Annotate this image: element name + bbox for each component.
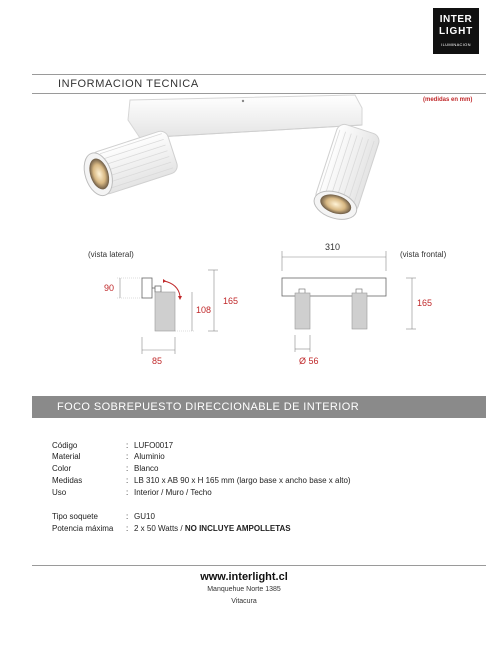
spec-value-text: 2 x 50 Watts /	[134, 524, 185, 533]
spec-value: GU10	[134, 512, 155, 521]
frontal-view-label: (vista frontal)	[400, 250, 447, 259]
footer-city: Vitacura	[231, 598, 257, 605]
lateral-view-label: (vista lateral)	[88, 250, 134, 259]
spec-value: Aluminio	[134, 452, 165, 461]
dim-frontal-width: 310	[325, 242, 341, 252]
product-title: FOCO SOBREPUESTO DIRECCIONABLE DE INTERIOR	[57, 401, 360, 413]
section-title: INFORMACION TECNICA	[58, 78, 199, 90]
brand-logo-line1: INTER	[439, 14, 473, 25]
product-title-banner	[32, 396, 486, 418]
spec-value	[134, 524, 291, 534]
brand-logo-line2: LIGHT	[439, 26, 473, 37]
spec-colon: :	[126, 488, 129, 497]
spec-colon: :	[126, 464, 129, 473]
dim-lateral-total-height: 165	[223, 296, 239, 306]
spec-value: LUFO0017	[134, 441, 174, 450]
spec-label: Tipo soquete	[52, 512, 98, 521]
spec-label: Código	[52, 441, 78, 450]
website-link[interactable]: www.interlight.cl	[200, 571, 288, 583]
spec-colon: :	[126, 512, 129, 521]
brand-logo	[433, 8, 479, 54]
dim-lateral-depth: 85	[152, 356, 163, 366]
units-note: (medidas en mm)	[423, 97, 473, 103]
footer-address: Manquehue Norte 1385	[207, 586, 281, 593]
spec-colon: :	[126, 524, 129, 533]
spec-label: Medidas	[52, 476, 83, 485]
spec-value: Blanco	[134, 464, 159, 473]
brand-logo-line3: ILUMINACION	[441, 42, 471, 47]
spec-value: Interior / Muro / Techo	[134, 488, 212, 497]
spec-label: Potencia máxima	[52, 524, 114, 533]
footer-divider	[32, 565, 486, 566]
dim-lateral-base-height: 90	[104, 283, 115, 293]
spec-label: Material	[52, 452, 81, 461]
frontal-view-drawing	[270, 245, 440, 365]
spec-colon: :	[126, 476, 129, 485]
spec-colon: :	[126, 441, 129, 450]
lateral-view-drawing	[100, 262, 240, 362]
dim-frontal-height: 165	[417, 298, 433, 308]
spec-label: Color	[52, 464, 72, 473]
dim-frontal-diameter: Ø 56	[299, 356, 319, 366]
spec-label: Uso	[52, 488, 67, 497]
spec-value-warning: NO INCLUYE AMPOLLETAS	[184, 524, 291, 533]
product-image	[70, 90, 400, 230]
top-divider	[32, 74, 486, 75]
spec-value: LB 310 x AB 90 x H 165 mm (largo base x ancho base x alto)	[134, 476, 351, 485]
dim-lateral-spot-length: 108	[196, 305, 212, 315]
spec-colon: :	[126, 452, 129, 461]
